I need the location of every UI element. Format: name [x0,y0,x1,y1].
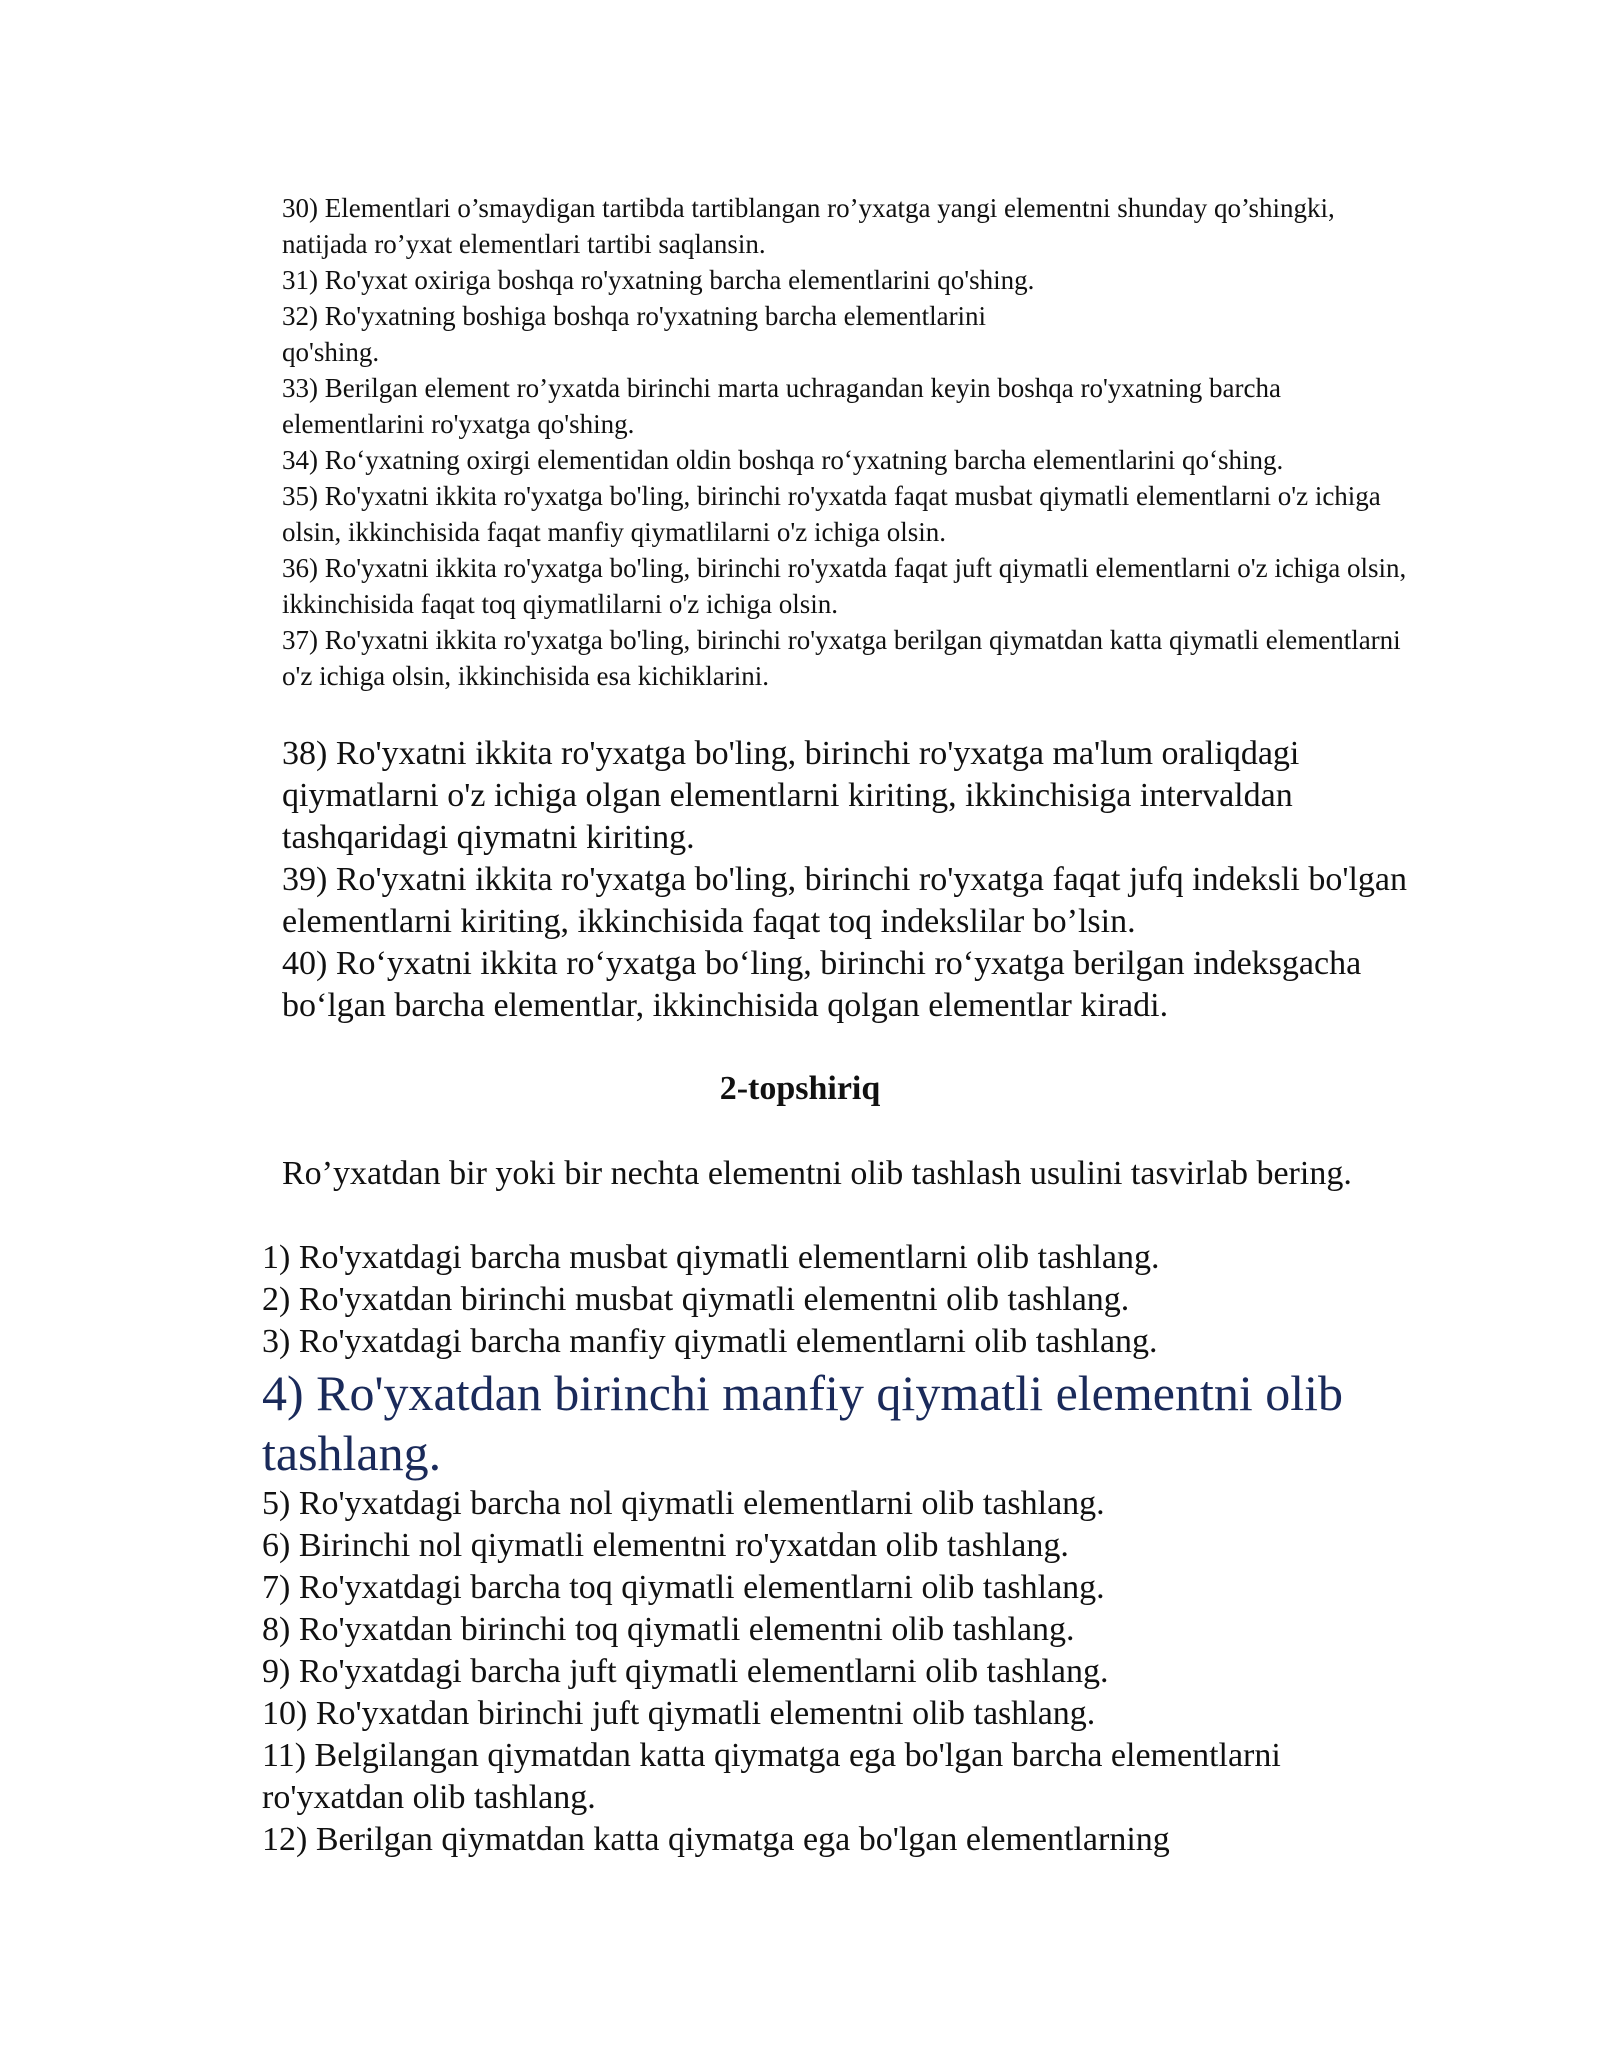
list-item: 10) Ro'yxatdan birinchi juft qiymatli elementni olib tashlang. [262,1695,1096,1732]
list-item: 35) Ro'yxatni ikkita ro'yxatga bo'ling, birinchi ro'yxatda faqat musbat qiymatli elementlarni o'z ichiga olsin, ikkinchisida faqat manfiy qiymatlilarni o'z ichiga olsin. [282,481,1381,547]
list-item: 9) Ro'yxatdagi barcha juft qiymatli elementlarni olib tashlang. [262,1653,1109,1690]
list-item: 5) Ro'yxatdagi barcha nol qiymatli elementlarni olib tashlang. [262,1485,1105,1522]
list-item: 6) Birinchi nol qiymatli elementni ro'yxatdan olib tashlang. [262,1527,1069,1564]
list-item: 11) Belgilangan qiymatdan katta qiymatga ega bo'lgan barcha elementlarni ro'yxatdan olib tashlang. [262,1737,1281,1816]
medium-task-list [282,733,1422,1027]
removal-task-list [262,1237,1412,1861]
list-item: 2) Ro'yxatdan birinchi musbat qiymatli elementni olib tashlang. [262,1281,1130,1318]
section-title: 2-topshiriq [719,1070,881,1107]
list-item: 31) Ro'yxat oxiriga boshqa ro'yxatning barcha elementlarini qo'shing. [282,265,1035,295]
list-item: 33) Berilgan element ro’yxatda birinchi marta uchragandan keyin boshqa ro'yxatning barcha elementlarini ro'yxatga qo'shing. [282,373,1281,439]
list-item: 32) Ro'yxatning boshiga boshqa ro'yxatning barcha elementlarini [282,301,987,331]
list-item: 7) Ro'yxatdagi barcha toq qiymatli elementlarni olib tashlang. [262,1569,1105,1606]
list-item: 12) Berilgan qiymatdan katta qiymatga ega bo'lgan elementlarning [262,1821,1170,1858]
list-item: 36) Ro'yxatni ikkita ro'yxatga bo'ling, birinchi ro'yxatda faqat juft qiymatli elementlarni o'z ichiga olsin, ikkinchisida faqat toq qiymatlilarni o'z ichiga olsin. [282,553,1407,619]
list-item: 34) Ro‘yxatning oxirgi elementidan oldin boshqa ro‘yxatning barcha elementlarini qo‘shing. [282,445,1284,475]
list-item: 37) Ro'yxatni ikkita ro'yxatga bo'ling, birinchi ro'yxatga berilgan qiymatdan katta qiymatli elementlarni o'z ichiga olsin, ikkinchisida esa kichiklarini. [282,625,1401,691]
list-item: 30) Elementlari o’smaydigan tartibda tartiblangan ro’yxatga yangi elementni shunday qo’shingki, natijada ro’yxat elementlari tartibi saqlansin. [282,193,1335,259]
list-item: 39) Ro'yxatni ikkita ro'yxatga bo'ling, birinchi ro'yxatga faqat jufq indeksli bo'lgan elementlarni kiriting, ikkinchisida faqat toq indekslilar bo’lsin. [282,861,1408,940]
highlighted-list-item: 4) Ro'yxatdan birinchi manfiy qiymatli elementni olib tashlang. [262,1365,1344,1481]
list-item: 38) Ro'yxatni ikkita ro'yxatga bo'ling, birinchi ro'yxatga ma'lum oraliqdagi qiymatlarni o'z ichiga olgan elementlarni kiriting, ikkinchisiga intervaldan tashqaridagi qiymatni kiriting. [282,735,1300,856]
list-item: 3) Ro'yxatdagi barcha manfiy qiymatli elementlarni olib tashlang. [262,1323,1158,1360]
list-item: 40) Ro‘yxatni ikkita ro‘yxatga bo‘ling, birinchi ro‘yxatga berilgan indeksgacha bo‘lgan barcha elementlar, ikkinchisida qolgan elementlar kiradi. [282,945,1362,1024]
list-item: 8) Ro'yxatdan birinchi toq qiymatli elementni olib tashlang. [262,1611,1075,1648]
list-item: 1) Ro'yxatdagi barcha musbat qiymatli elementlarni olib tashlang. [262,1239,1160,1276]
intro-paragraph: Ro’yxatdan bir yoki bir nechta elementni olib tashlash usulini tasvirlab bering. [282,1155,1352,1192]
small-task-list [282,190,1412,694]
list-item: qo'shing. [282,337,380,367]
